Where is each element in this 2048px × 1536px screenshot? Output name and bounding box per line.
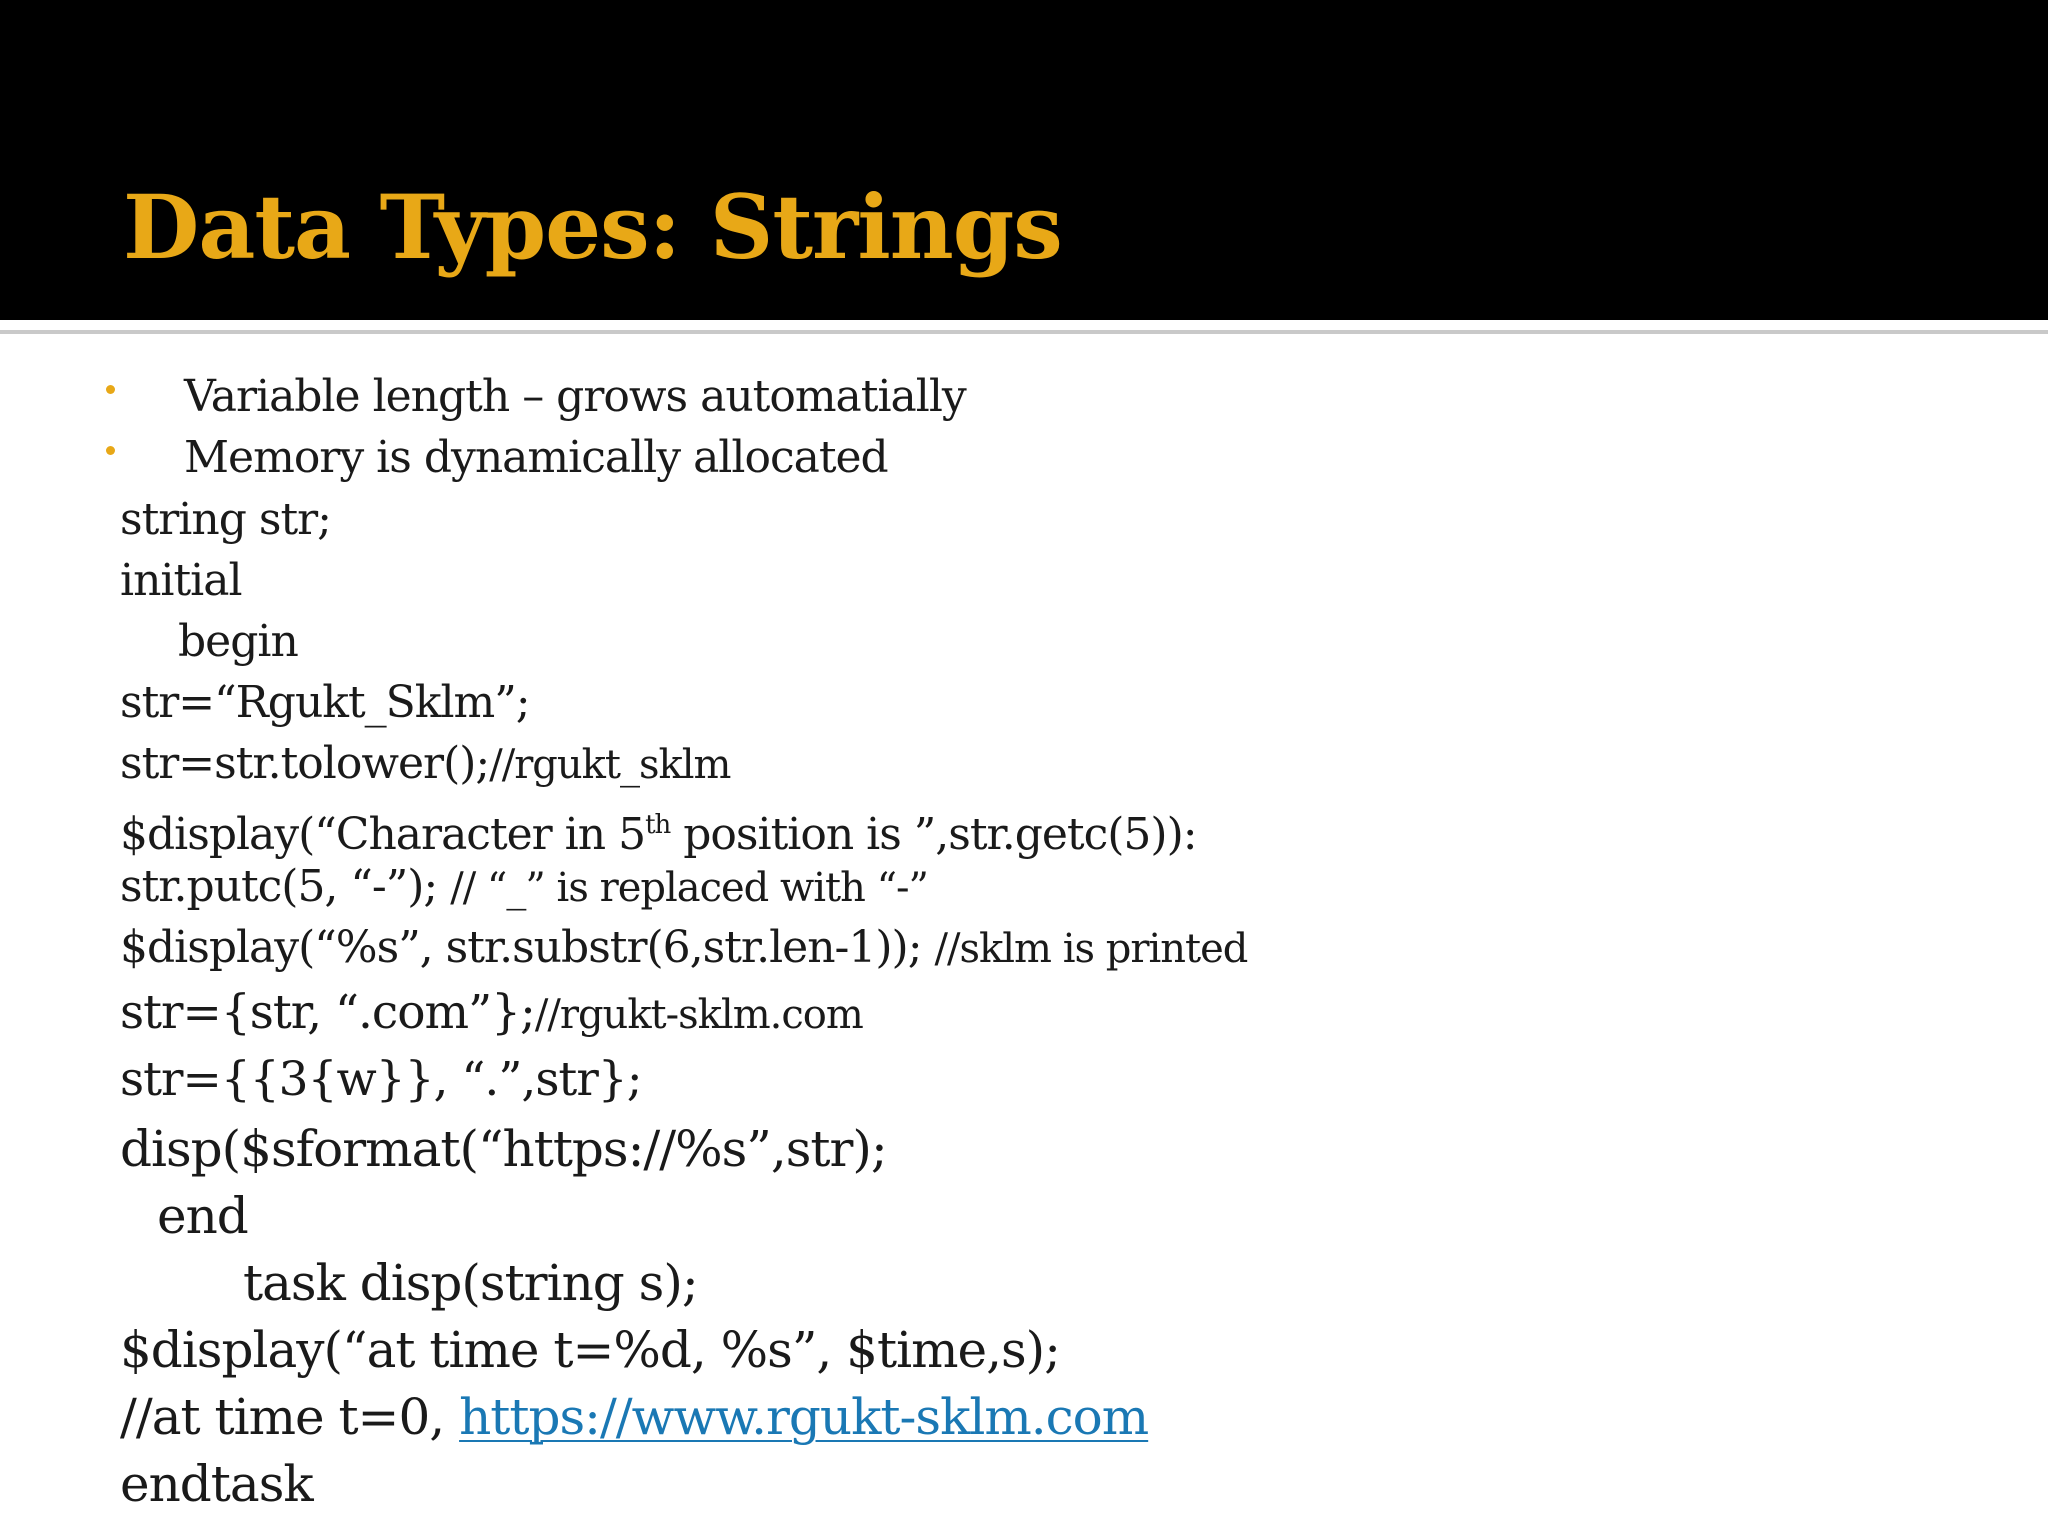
code-comment: // “_” is replaced with “-” [450,865,928,911]
code-text: str=str.tolower(); [120,738,490,789]
code-comment: //rgukt-sklm.com [534,992,863,1038]
code-text: str.putc(5, “-”); [120,861,451,912]
code-line: initial [120,555,242,606]
code-text: //at time t=0, [120,1388,460,1446]
code-line [120,981,863,1047]
code-line: str={{3{w}}, “.”,str}; [120,1052,642,1107]
code-line: str=“Rgukt_Sklm”; [120,677,530,728]
code-line: endtask [120,1455,313,1513]
code-line [120,795,1197,865]
bullet-icon [106,385,115,394]
code-line [120,857,928,918]
superscript: th [645,810,671,840]
code-text: $display(“Character in 5 [120,809,646,860]
code-line: $display(“at time t=%d, %s”, $time,s); [120,1321,1060,1379]
code-line: task disp(string s); [243,1254,698,1312]
code-line: disp($sformat(“https://%s”,str); [120,1120,887,1178]
code-comment: //sklm is printed [934,926,1248,972]
code-line [120,734,730,795]
code-comment: //rgukt_sklm [489,742,731,788]
url-link[interactable]: https://www.rgukt-sklm.com [459,1388,1149,1446]
bullet-text: Variable length – grows automatially [184,371,966,422]
slide-title: Data Types: Strings [123,175,1062,279]
code-line: begin [178,616,298,667]
code-text: position is ”,str.getc(5)): [670,809,1197,860]
code-line: end [157,1187,248,1245]
code-text: $display(“%s”, str.substr(6,str.len-1)); [120,922,935,973]
bullet-text: Memory is dynamically allocated [184,432,888,483]
code-text: str={str, “.com”}; [120,985,535,1040]
code-line [120,918,1247,979]
code-line [120,1384,1148,1450]
bullet-icon [106,446,115,455]
code-line: string str; [120,494,331,545]
